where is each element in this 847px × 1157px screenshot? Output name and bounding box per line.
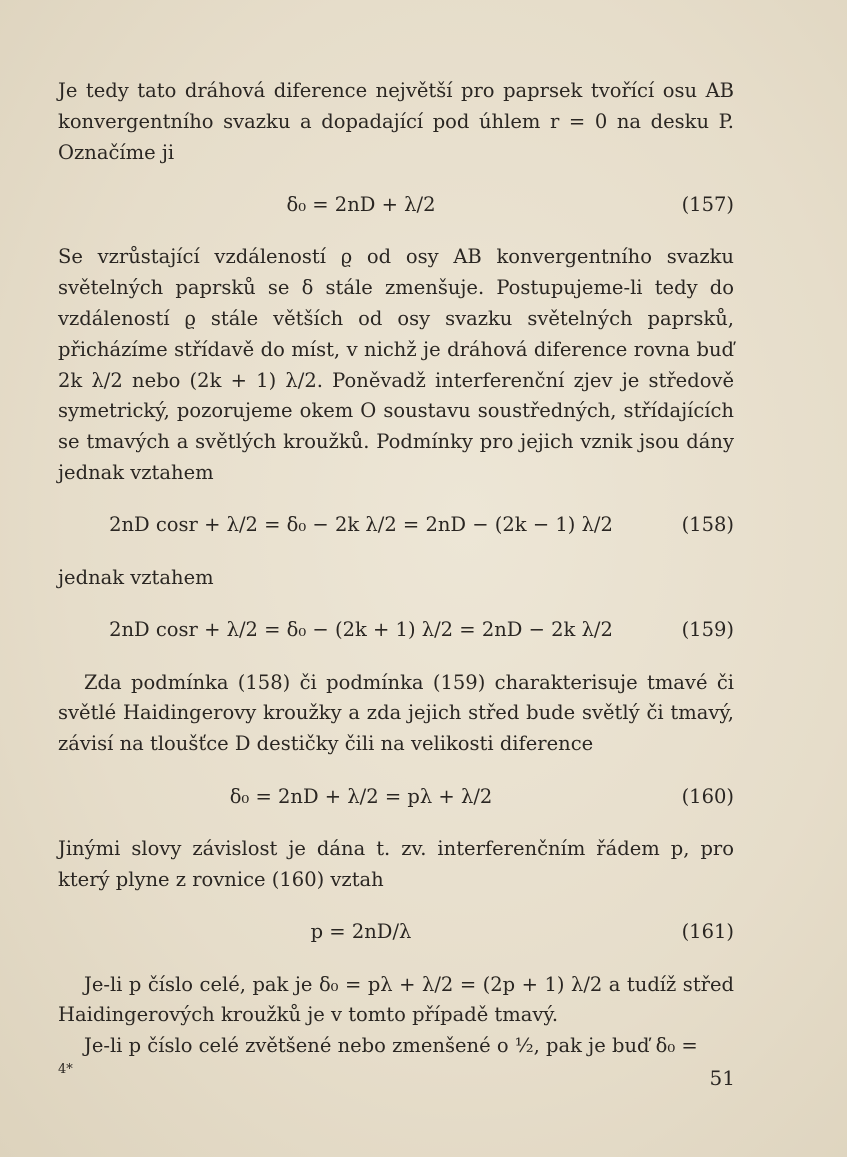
equation-number: (159) bbox=[681, 618, 734, 642]
equation-body: δ₀ = 2nD + λ/2 bbox=[286, 192, 436, 216]
equation-158 bbox=[58, 499, 734, 553]
signature-mark: 4* bbox=[58, 1062, 73, 1077]
equation-body: δ₀ = 2nD + λ/2 = pλ + λ/2 bbox=[229, 784, 493, 808]
equation-number: (161) bbox=[681, 920, 734, 944]
page-number: 51 bbox=[709, 1066, 735, 1090]
equation-159 bbox=[58, 604, 734, 658]
paragraph-2: Se vzrůstající vzdáleností ϱ od osy AB konvergentního svazku světelných paprsků se δ stále zmenšuje. Postupujeme-li tedy do vzdáleností ϱ stále větších od osy svazku světelných paprsků, přicházíme střídavě do míst, v nichž je dráhová diference rovna buď 2k λ/2 nebo (2k + 1) λ/2. Poněvadž interferenční zjev je středově symetrický, pozorujeme okem O soustavu soustředných, střídajících se tmavých a světlých kroužků. Podmínky pro jejich vznik jsou dány jednak vztahem bbox=[58, 245, 734, 484]
equation-number: (160) bbox=[681, 784, 734, 808]
paragraph-7: Je-li p číslo celé zvětšené nebo zmenšené o ½, pak je buď δ₀ = bbox=[84, 1034, 698, 1058]
equation-160 bbox=[58, 770, 734, 824]
equation-157 bbox=[58, 178, 734, 232]
paragraph-6: Je-li p číslo celé, pak je δ₀ = pλ + λ/2 = (2p + 1) λ/2 a tudíž střed Haidingerových kroužků je v tomto případě tmavý. bbox=[58, 972, 734, 1027]
equation-body: p = 2nD/λ bbox=[310, 920, 412, 944]
equation-body: 2nD cosr + λ/2 = δ₀ − 2k λ/2 = 2nD − (2k − 1) λ/2 bbox=[109, 513, 613, 537]
paragraph-5: Jinými slovy závislost je dána t. zv. interferenčním řádem p, pro který plyne z rovnice (160) vztah bbox=[58, 836, 734, 891]
equation-number: (157) bbox=[681, 192, 734, 216]
paragraph-3: jednak vztahem bbox=[58, 565, 214, 589]
equation-body: 2nD cosr + λ/2 = δ₀ − (2k + 1) λ/2 = 2nD − 2k λ/2 bbox=[109, 618, 613, 642]
equation-161 bbox=[58, 906, 734, 960]
equation-number: (158) bbox=[681, 513, 734, 537]
paragraph-1: Je tedy tato dráhová diference největší pro paprsek tvořící osu AB konvergentního svazku a dopadající pod úhlem r = 0 na desku P. Označíme ji bbox=[58, 79, 734, 164]
page-content bbox=[58, 76, 734, 1062]
paragraph-4: Zda podmínka (158) či podmínka (159) charakterisuje tmavé či světlé Haidingerovy kroužky a zda jejich střed bude světlý či tmavý, závisí na tloušťce D destičky čili na velikosti diference bbox=[58, 670, 734, 756]
